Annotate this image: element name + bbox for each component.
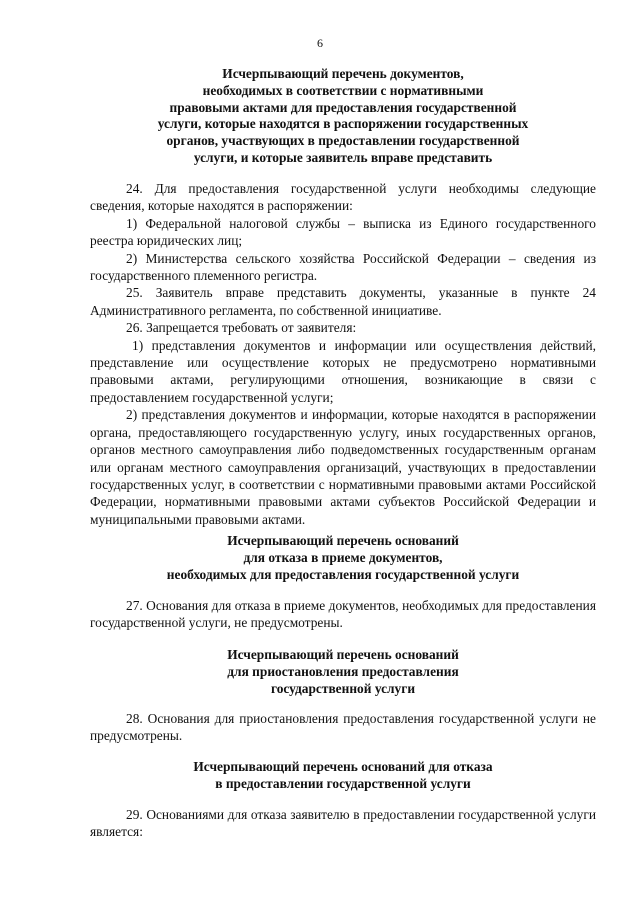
- heading-line: услуги, которые находятся в распоряжении государственных: [157, 116, 529, 132]
- heading-line: услуги, и которые заявитель вправе представить: [193, 149, 493, 165]
- section-heading-available-documents: [90, 66, 596, 167]
- section-heading-refusal-of-acceptance: [90, 533, 596, 583]
- heading-line: Исчерпывающий перечень документов,: [222, 66, 464, 81]
- heading-line: органов, участвующих в предоставлении государственной: [166, 133, 520, 149]
- heading-line: необходимых для предоставления государственной услуги: [166, 566, 520, 582]
- paragraph-25: 25. Заявитель вправе представить документы, указанные в пункте 24 Административного регламента, по собственной инициативе.: [90, 285, 596, 318]
- heading-line: необходимых в соответствии с нормативными: [202, 82, 484, 98]
- heading-line: Исчерпывающий перечень оснований: [227, 533, 459, 548]
- paragraph-27: 27. Основания для отказа в приеме документов, необходимых для предоставления государственной услуги, не предусмотрены.: [90, 598, 596, 631]
- page-number: 6: [317, 36, 323, 50]
- paragraph-24-item-2: 2) Министерства сельского хозяйства Российской Федерации – сведения из государственного племенного регистра.: [90, 250, 596, 284]
- section-body-refusal-of-service: [90, 806, 596, 841]
- heading-line: для отказа в приеме документов,: [243, 549, 443, 565]
- paragraph-26-item-1: 1) представления документов и информации или осуществления действий, представление или осуществление которых не предусмотрено нормативными правовыми актами, регулирующими отношения, возникающие в связи с предоставлением государственной услуги;: [90, 337, 596, 405]
- paragraph-29: 29. Основаниями для отказа заявителю в предоставлении государственной услуги является:: [90, 807, 596, 840]
- paragraph-26-item-2: 2) представления документов и информации, которые находятся в распоряжении органа, предоставляющего государственную услугу, иных государственных органов, органов местного самоуправления либо подведомственных государственным органам или органам местного самоуправления организаций, участвующих в предоставлении государственных услуг, в соответствии с нормативными правовыми актами Российской Федерации, нормативными правовыми актами субъектов Российской Федерации и муниципальными правовыми актами.: [90, 407, 596, 527]
- paragraph-24-item-1: 1) Федеральной налоговой службы – выписка из Единого государственного реестра юридических лиц;: [90, 215, 596, 249]
- heading-line: правовыми актами для предоставления государственной: [169, 99, 517, 115]
- paragraph-24: 24. Для предоставления государственной услуги необходимы следующие сведения, которые находятся в распоряжении:: [90, 181, 596, 214]
- section-body-suspension: [90, 710, 596, 745]
- section-heading-suspension: [90, 647, 596, 697]
- heading-line: Исчерпывающий перечень оснований: [227, 647, 459, 662]
- section-body-refusal-of-acceptance: [90, 597, 596, 632]
- paragraph-28: 28. Основания для приостановления предоставления государственной услуги не предусмотрены.: [90, 711, 596, 744]
- section-body-available-documents: [90, 180, 596, 528]
- heading-line: для приостановления предоставления: [227, 663, 459, 679]
- heading-line: Исчерпывающий перечень оснований для отказа: [193, 759, 493, 774]
- heading-line: в предоставлении государственной услуги: [215, 775, 471, 791]
- paragraph-26: 26. Запрещается требовать от заявителя:: [126, 320, 357, 336]
- section-heading-refusal-of-service: [90, 759, 596, 793]
- heading-line: государственной услуги: [270, 680, 416, 696]
